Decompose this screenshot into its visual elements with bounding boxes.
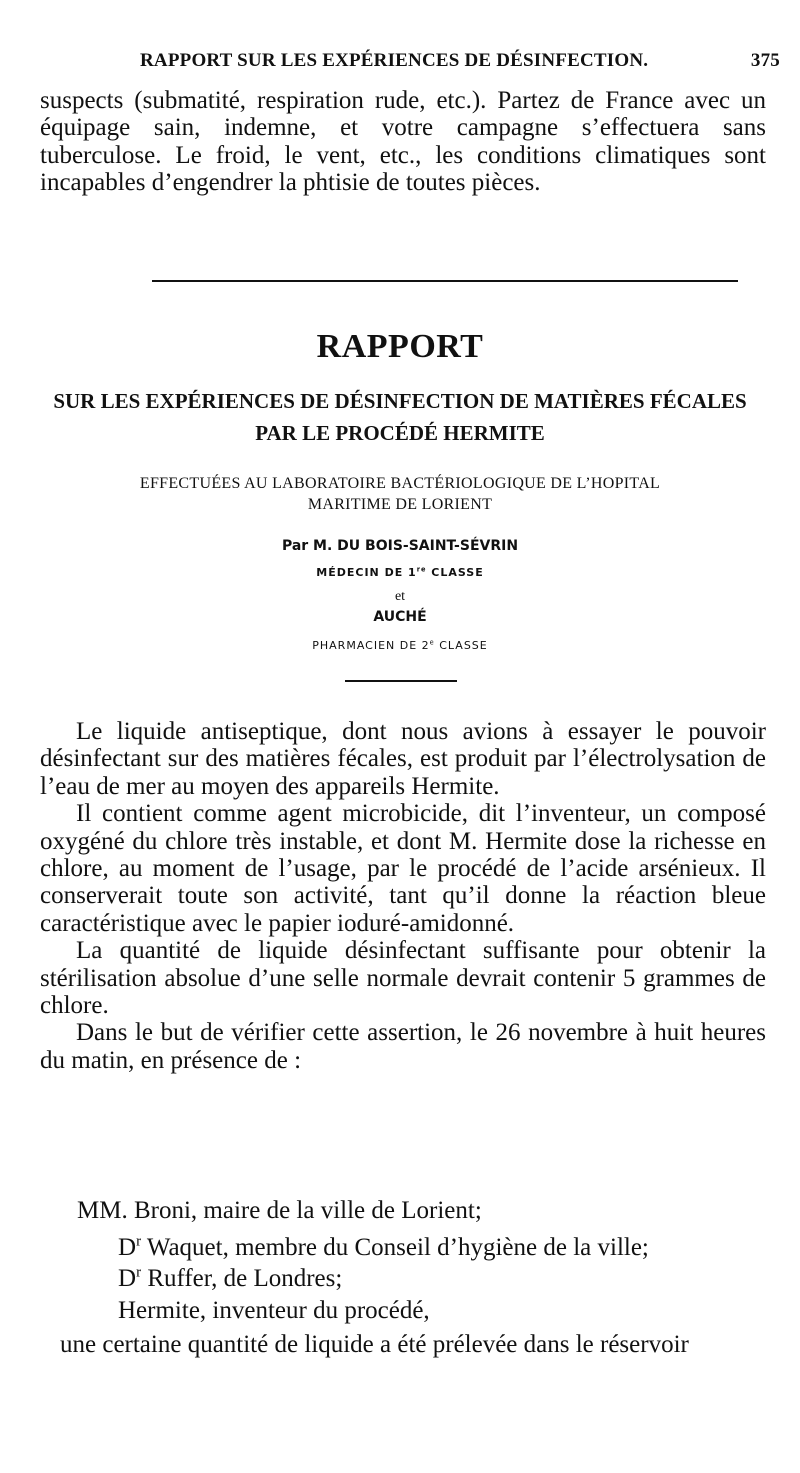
author-1-name: DU BOIS-SAINT-SÉVRIN [337,538,519,554]
author-2-role [0,639,800,652]
report-title: RAPPORT [316,328,484,365]
section-divider [152,280,738,282]
attendee-3 [118,1265,342,1292]
attendee-4: Hermite, inventeur du procédé, [118,1297,430,1324]
author-1-role-text: MÉDECIN DE 1 [316,566,417,579]
attendee-1: MM. Broni, maire de la ville de Lorient; [77,1197,482,1224]
author-1-role [0,566,800,579]
author-1-line [0,538,800,554]
author-1-role-suffix: CLASSE [426,566,484,579]
attendee-3-text: Ruffer, de Londres; [141,1265,343,1292]
body-paragraph-2: Il contient comme agent microbicide, dit l’inventeur, un composé oxygéné du chlore très instable, et dont M. Hermite dose la richesse en chlore, au moment de l’usage, par le procédé de l’acide arsénieux. Il conserverait toute son activité, tant qu’il donne la réaction bleue caractéristique avec le papier ioduré-amidonné. [40,800,766,937]
body-text [40,718,766,1074]
report-subtitle-line-1: SUR LES EXPÉRIENCES DE DÉSINFECTION DE MATIÈRES FÉCALES [53,389,747,413]
report-context-line-2: MARITIME DE LORIENT [307,496,493,513]
last-line: une certaine quantité de liquide a été prélevée dans le réservoir [60,1331,689,1358]
report-context-line-1: EFFECTUÉES AU LABORATOIRE BACTÉRIOLOGIQUE DE L’HOPITAL [139,475,661,492]
author-2-role-suffix: CLASSE [434,639,488,652]
body-paragraph-4: Dans le but de vérifier cette assertion, le 26 novembre à huit heures du matin, en présence de : [40,1019,766,1074]
body-paragraph-3: La quantité de liquide désinfectant suffisante pour obtenir la stérilisation absolue d’une selle normale devrait contenir 5 grammes de chlore. [40,937,766,1020]
attendee-2-title-superscript: r [136,1233,142,1250]
author-1-role-superscript: re [416,565,427,574]
attendee-3-title-superscript: r [136,1264,142,1281]
attendee-2-title: D [118,1234,137,1261]
running-head-title: RAPPORT SUR LES EXPÉRIENCES DE DÉSINFECTION. [140,50,649,71]
running-head [140,50,780,80]
intro-paragraph: suspects (submatité, respiration rude, etc.). Partez de France avec un équipage sain, indemne, et votre campagne s’effectuera sans tuberculose. Le froid, le vent, etc., les conditions climatiques sont incapables d’engendrer la phtisie de toutes pièces. [40,87,766,197]
intro-paragraph-block [40,87,766,197]
report-subtitle-line-2: PAR LE PROCÉDÉ HERMITE [255,421,545,445]
title-divider [345,680,457,682]
author-2-name: AUCHÉ [373,609,427,625]
author-conjunction: et [394,589,406,604]
author-2-role-text: PHARMACIEN DE 2 [312,639,430,652]
attendee-2-text: Waquet, membre du Conseil d’hygiène de la ville; [141,1234,649,1261]
attendee-2 [118,1234,649,1261]
author-2-role-superscript: e [429,638,435,647]
body-paragraph-1: Le liquide antiseptique, dont nous avions à essayer le pouvoir désinfectant sur des matières fécales, est produit par l’électrolysation de l’eau de mer au moyen des appareils Hermite. [40,718,766,800]
page-number: 375 [750,50,780,71]
attendee-3-title: D [118,1265,137,1292]
author-1-prefix: Par M. [281,538,338,554]
